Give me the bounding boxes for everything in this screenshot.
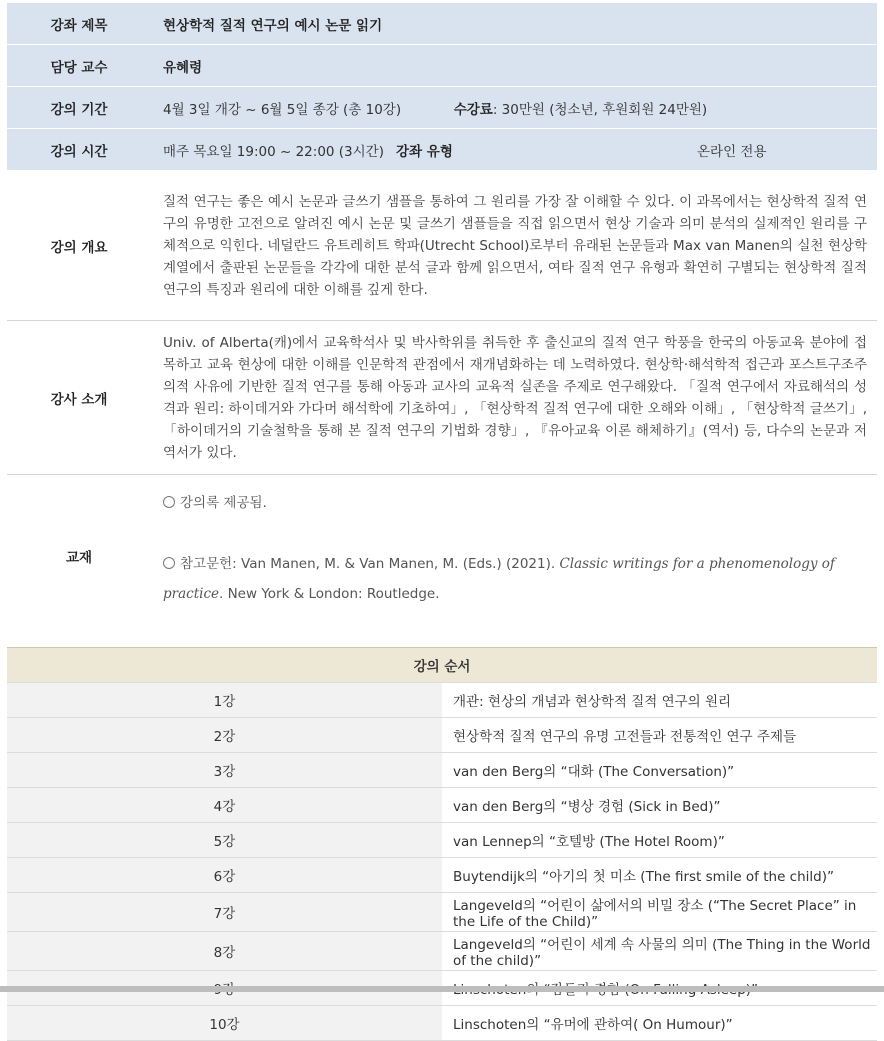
lecture-number: 10강 [7,1005,442,1040]
lecture-number: 8강 [7,931,442,970]
lecture-topic: Linschoten의 “유머에 관하여( On Humour)” [442,1005,877,1040]
lecture-number: 3강 [7,752,442,787]
lecturer-label: 강사 소개 [7,321,151,475]
lecture-number: 4강 [7,787,442,822]
sequence-row [7,752,877,787]
sequence-row [7,717,877,752]
lecture-number: 1강 [7,682,442,717]
instructor-value: 유혜령 [163,59,203,76]
horizontal-scrollbar[interactable] [0,986,884,992]
sequence-title: 강의 순서 [7,647,877,682]
sequence-row [7,822,877,857]
materials-list [151,475,877,627]
lecture-topic: van den Berg의 “병상 경험 (Sick in Bed)” [442,787,877,822]
lecture-number: 6강 [7,857,442,892]
course-type-value: 온라인 전용 [635,129,877,171]
course-title-label: 강좌 제목 [7,3,151,45]
lecture-topic: Buytendijk의 “아기의 첫 미소 (The first smile of the child)” [442,857,877,892]
overview-label: 강의 개요 [7,171,151,321]
course-type-label: 강좌 유형 [393,129,635,171]
material-item-2: 참고문헌: Van Manen, M. & Van Manen, M. (Eds.) (2021). Classic writings for a phenomenology of practice. New York & London: Routledge. [163,555,835,602]
lecture-number: 7강 [7,892,442,931]
period-label: 강의 기간 [7,87,151,129]
sequence-row [7,892,877,931]
sequence-row [7,682,877,717]
course-title-row [7,3,877,45]
circle-bullet-icon [163,496,175,508]
time-label: 강의 시간 [7,129,151,171]
fee-value: : 30만원 (청소년, 후원회원 24만원) [492,101,708,118]
lecture-number: 2강 [7,717,442,752]
lecture-topic: van den Berg의 “대화 (The Conversation)” [442,752,877,787]
materials-row [7,475,877,627]
instructor-row [7,45,877,87]
sequence-row [7,857,877,892]
course-info [7,3,877,1041]
lecturer-row [7,321,877,475]
sequence-row [7,931,877,970]
instructor-label: 담당 교수 [7,45,151,87]
course-info-table [7,3,877,627]
course-title-value: 현상학적 질적 연구의 예시 논문 읽기 [163,17,383,34]
lecture-topic: 개관: 현상의 개념과 현상학적 질적 연구의 원리 [442,682,877,717]
time-row [7,129,877,171]
overview-row [7,171,877,321]
fee-label: 수강료 [453,101,493,118]
period-value: 4월 3일 개강 ~ 6월 5일 종강 (총 10강) [163,101,402,118]
time-value: 매주 목요일 19:00 ~ 22:00 (3시간) [151,129,393,171]
lecture-sequence-table [7,647,877,1041]
lecturer-text: Univ. of Alberta(캐)에서 교육학석사 및 박사학위를 취득한 후 출신교의 질적 연구 학풍을 한국의 아동교육 분야에 접목하고 교육 현상에 대한 이해를 인문학적 관점에서 재개념화하는 데 노력하였다. 현상학·해석학적 접근과 포스트구조주의적 사유에 기반한 질적 연구를 통해 아동과 교사의 교육적 실존을 주제로 연구해왔다. 「질적 연구에서 자료해석의 성격과 원리: 하이데거와 가다머 해석학에 기초하여」, 「현상학적 질적 연구에 대한 오해와 이해」, 「현상학적 글쓰기」, 「하이데거의 기술철학을 통해 본 질적 연구의 기법화 경향」, 『유아교육 이론 해체하기』(역서) 등, 다수의 논문과 저역서가 있다. [151,321,877,475]
lecture-topic: Langeveld의 “어린이 삶에서의 비밀 장소 (“The Secret Place” in the Life of the Child)” [442,892,877,931]
lecture-number: 5강 [7,822,442,857]
sequence-row [7,787,877,822]
material-item-1: 강의록 제공됨. [163,491,876,511]
circle-bullet-icon [163,557,175,569]
lecture-topic: Langeveld의 “어린이 세계 속 사물의 의미 (The Thing in the World of the child)” [442,931,877,970]
lecture-topic: van Lennep의 “호텔방 (The Hotel Room)” [442,822,877,857]
sequence-row [7,1005,877,1040]
overview-text: 질적 연구는 좋은 예시 논문과 글쓰기 샘플을 통하여 그 원리를 가장 잘 이해할 수 있다. 이 과목에서는 현상학적 질적 연구의 유명한 고전으로 알려진 예시 논문 및 글쓰기 샘플들을 직접 읽으면서 현상 기술과 의미 분석의 실제적인 원리를 구체적으로 익힌다. 네덜란드 유트레히트 학파(Utrecht School)로부터 유래된 논문들과 Max van Manen의 실천 현상학 계열에서 출판된 논문들을 각각에 대한 분석 글과 함께 읽으면서, 여타 질적 연구 유형과 확연히 구별되는 현상학적 질적 연구의 특징과 원리에 대한 이해를 깊게 한다. [151,171,877,321]
period-row [7,87,877,129]
materials-label: 교재 [65,550,93,567]
lecture-topic: 현상학적 질적 연구의 유명 고전들과 전통적인 연구 주제들 [442,717,877,752]
